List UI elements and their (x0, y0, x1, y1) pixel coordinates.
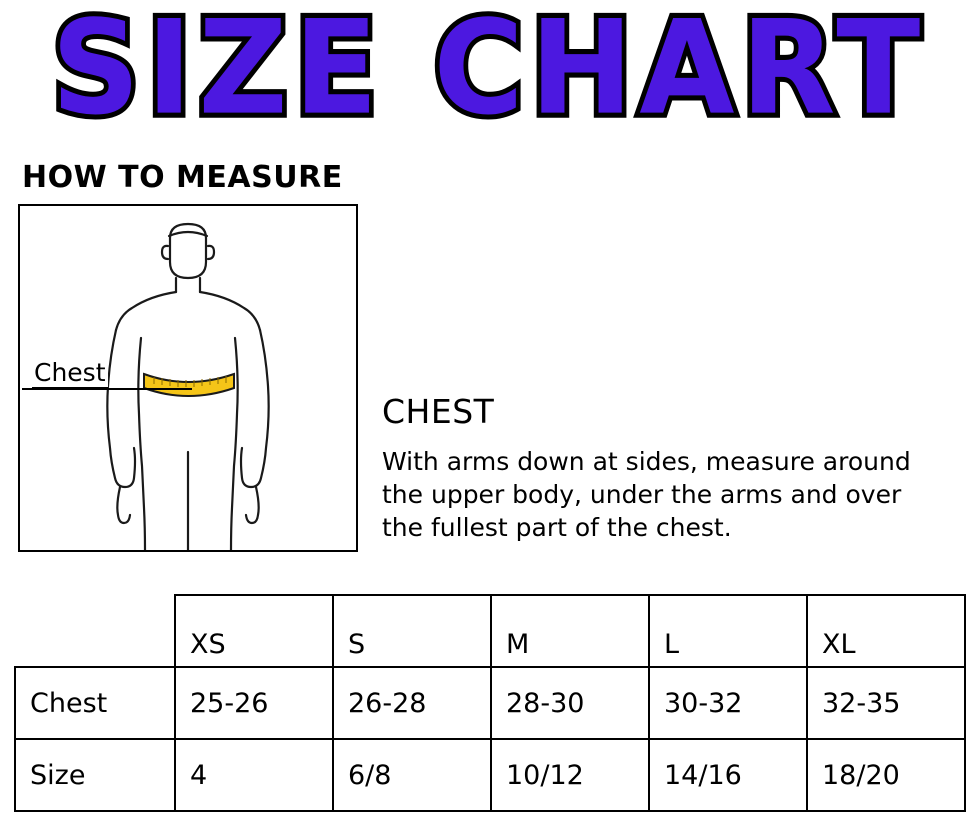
chest-description-body: With arms down at sides, measure around the upper body, under the arms and over the fullest part of the chest. (382, 447, 911, 542)
size-chart-table (14, 594, 966, 812)
how-to-measure-heading: HOW TO MEASURE (22, 160, 343, 195)
cell-size-l: 14/16 (649, 739, 807, 811)
table-header-s: S (333, 595, 491, 667)
table-header-l: L (649, 595, 807, 667)
cell-chest-l: 30-32 (649, 667, 807, 739)
cell-chest-s: 26-28 (333, 667, 491, 739)
table-corner-cell (15, 595, 175, 667)
table-header-row (15, 595, 965, 667)
table-row (15, 667, 965, 739)
cell-size-m: 10/12 (491, 739, 649, 811)
chest-description-block (382, 392, 942, 544)
table-header-m: M (491, 595, 649, 667)
cell-chest-m: 28-30 (491, 667, 649, 739)
row-label-chest: Chest (15, 667, 175, 739)
cell-size-xs: 4 (175, 739, 333, 811)
table-row (15, 739, 965, 811)
table-header-xs: XS (175, 595, 333, 667)
cell-chest-xl: 32-35 (807, 667, 965, 739)
table-header-xl: XL (807, 595, 965, 667)
row-label-size: Size (15, 739, 175, 811)
tape-measure-graphic (144, 374, 234, 396)
chest-figure-label: Chest (34, 358, 106, 387)
cell-size-s: 6/8 (333, 739, 491, 811)
page-title-text: SIZE CHART (51, 0, 927, 145)
cell-chest-xs: 25-26 (175, 667, 333, 739)
chest-description-heading: CHEST (382, 392, 495, 431)
cell-size-xl: 18/20 (807, 739, 965, 811)
page-title (0, 0, 978, 144)
